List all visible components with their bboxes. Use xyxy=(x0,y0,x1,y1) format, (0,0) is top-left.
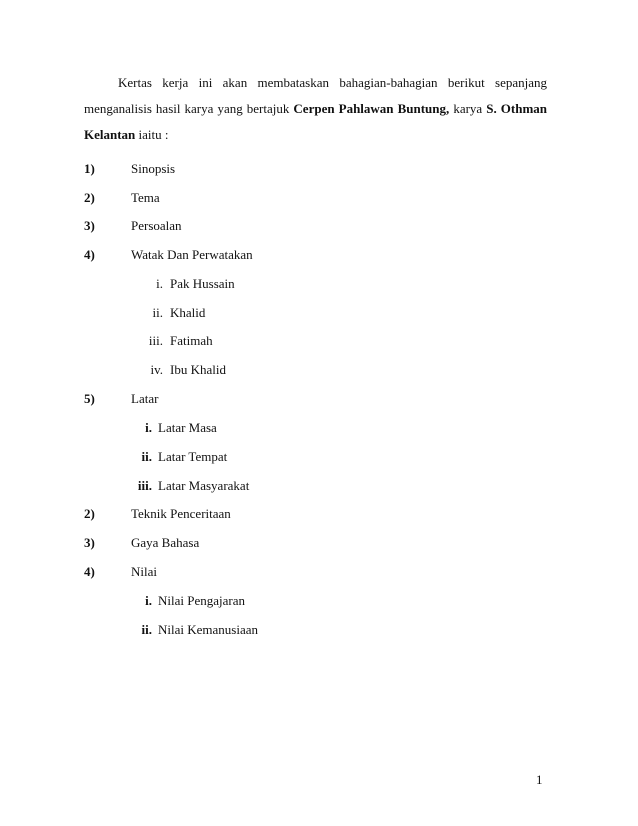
sub-list-item xyxy=(0,447,638,467)
sub-item-label: Pak Hussain xyxy=(170,276,235,291)
list-item xyxy=(0,504,638,524)
sub-list-item xyxy=(0,274,638,294)
sub-item-numeral: ii. xyxy=(141,622,152,637)
intro-text: Kertas kerja ini akan membataskan bahagian-bahagian berikut sepanjang xyxy=(118,75,547,90)
intro-line-3 xyxy=(84,122,547,148)
item-number: 4) xyxy=(84,564,95,579)
item-number: 3) xyxy=(84,535,95,550)
sub-list-item xyxy=(0,620,638,640)
item-label: Sinopsis xyxy=(131,161,176,176)
intro-text: karya xyxy=(449,101,487,116)
sub-item-label: Nilai Pengajaran xyxy=(158,593,245,608)
list-item xyxy=(0,216,638,236)
item-label: Persoalan xyxy=(131,218,182,233)
sub-item-label: Fatimah xyxy=(170,333,213,348)
item-label: Latar xyxy=(131,391,159,406)
list-item xyxy=(0,562,638,582)
intro-line-1 xyxy=(84,70,547,96)
sub-item-label: Latar Masa xyxy=(158,420,217,435)
item-label: Watak Dan Perwatakan xyxy=(131,247,253,262)
sub-item-numeral: i. xyxy=(145,593,152,608)
sub-list-item xyxy=(0,331,638,351)
item-number: 3) xyxy=(84,218,95,233)
sub-list-item xyxy=(0,360,638,380)
item-label: Nilai xyxy=(131,564,157,579)
list-item xyxy=(0,159,638,179)
item-number: 2) xyxy=(84,506,95,521)
sub-list-item xyxy=(0,476,638,496)
item-label: Tema xyxy=(131,190,160,205)
sub-item-numeral: i. xyxy=(145,420,152,435)
sub-item-label: Latar Tempat xyxy=(158,449,228,464)
intro-paragraph xyxy=(84,70,547,148)
sub-item-numeral: iii. xyxy=(148,333,163,348)
author-name-part: S. Othman xyxy=(486,101,548,116)
item-number: 4) xyxy=(84,247,95,262)
page-number: 1 xyxy=(536,772,543,787)
intro-line-2 xyxy=(84,96,547,122)
sub-list-item xyxy=(0,303,638,323)
sub-list-item xyxy=(0,418,638,438)
list-item xyxy=(0,389,638,409)
item-label: Teknik Penceritaan xyxy=(131,506,231,521)
author-name-part: Kelantan xyxy=(84,127,136,142)
story-title: Cerpen Pahlawan Buntung, xyxy=(293,101,450,116)
sub-item-numeral: iv. xyxy=(150,362,163,377)
sub-item-numeral: i. xyxy=(156,276,163,291)
intro-text: menganalisis hasil karya yang bertajuk xyxy=(84,101,294,116)
list-item xyxy=(0,533,638,553)
item-number: 5) xyxy=(84,391,95,406)
list-item xyxy=(0,245,638,265)
sub-item-label: Nilai Kemanusiaan xyxy=(158,622,258,637)
sub-item-numeral: ii. xyxy=(141,449,152,464)
sub-item-label: Khalid xyxy=(170,305,206,320)
sub-item-numeral: iii. xyxy=(137,478,152,493)
item-number: 1) xyxy=(84,161,95,176)
list-item xyxy=(0,188,638,208)
sub-item-label: Latar Masyarakat xyxy=(158,478,250,493)
item-label: Gaya Bahasa xyxy=(131,535,200,550)
sub-item-label: Ibu Khalid xyxy=(170,362,226,377)
sub-list-item xyxy=(0,591,638,611)
item-number: 2) xyxy=(84,190,95,205)
intro-text: iaitu : xyxy=(135,127,169,142)
sub-item-numeral: ii. xyxy=(152,305,163,320)
